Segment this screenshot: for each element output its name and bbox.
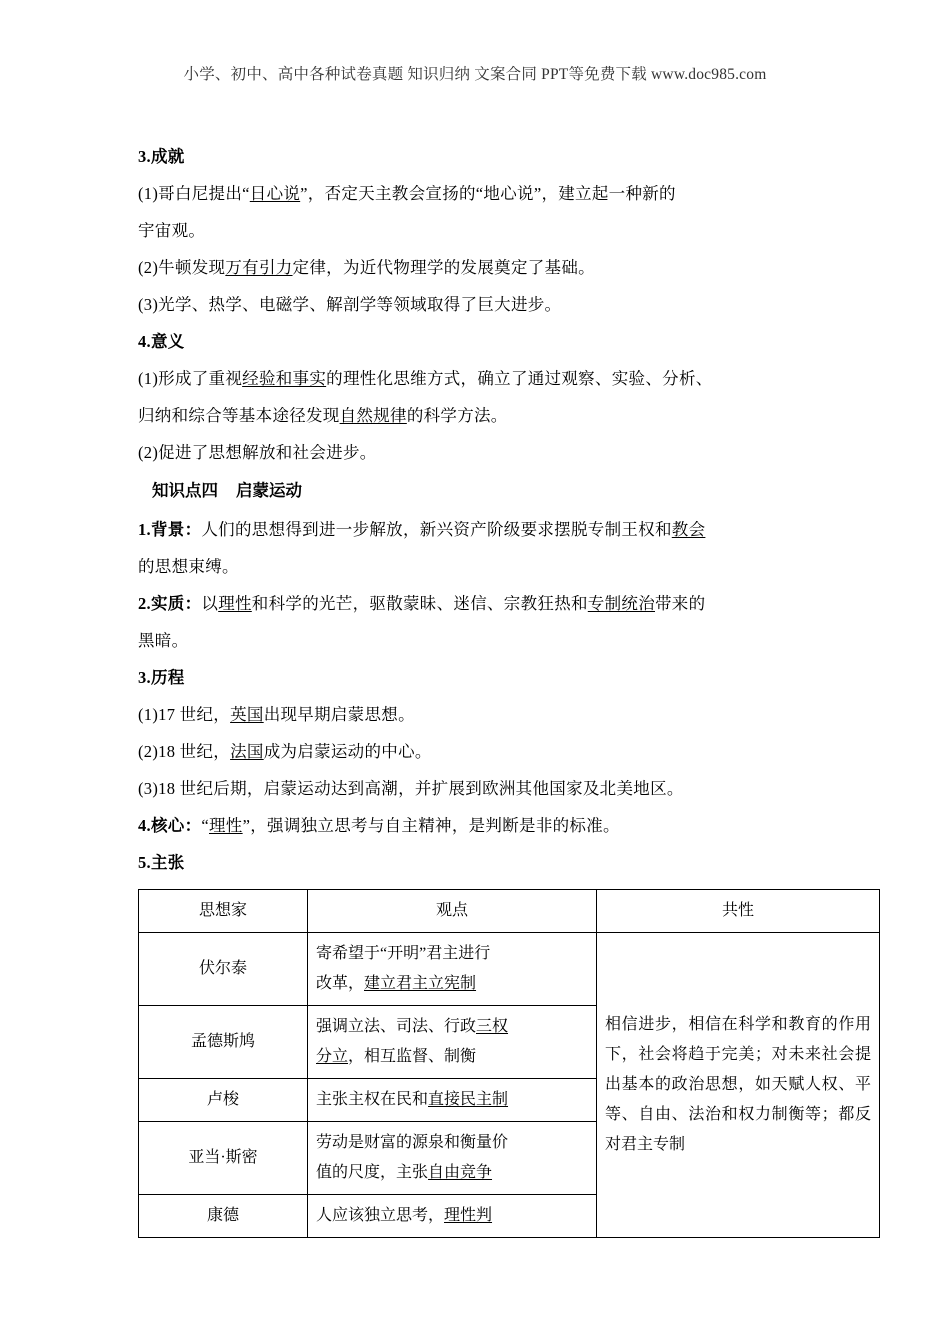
view-line bbox=[316, 1012, 588, 1042]
item-text: 形成了重视 bbox=[158, 369, 243, 388]
paragraph-background-cont: 的思想束缚。 bbox=[138, 557, 239, 576]
view-line bbox=[316, 1158, 588, 1188]
underlined-term: 直接民主制 bbox=[428, 1091, 509, 1108]
cell-view bbox=[308, 1079, 597, 1122]
paragraph-essence-cont: 黑暗。 bbox=[138, 631, 189, 650]
item-label: 2.实质： bbox=[138, 594, 202, 613]
underlined-term: 法国 bbox=[230, 742, 264, 761]
item-prefix: (1) bbox=[138, 184, 159, 203]
item-prefix: (1) bbox=[138, 369, 159, 388]
view-text-2: ，相互监督、制衡 bbox=[348, 1048, 477, 1065]
underlined-term-2: 专制统治 bbox=[587, 594, 655, 613]
item-text: “ bbox=[201, 816, 209, 835]
item-prefix: (3) bbox=[138, 295, 159, 314]
item-label: 4.核心： bbox=[138, 816, 202, 835]
underlined-term: 理性判 bbox=[444, 1207, 493, 1224]
paragraph-4-1 bbox=[138, 360, 828, 397]
item-text: 光学、热学、电磁学、解剖学等领域取得了巨大进步。 bbox=[158, 295, 562, 314]
cell-view bbox=[308, 1195, 597, 1238]
item-prefix: (2) bbox=[138, 258, 159, 277]
item-text: 牛顿发现 bbox=[158, 258, 226, 277]
underlined-term: 建立君主立宪制 bbox=[364, 975, 477, 992]
header-commonality: 共性 bbox=[597, 890, 880, 933]
cell-commonality: 相信进步，相信在科学和教育的作用下，社会将趋于完美；对未来社会提出基本的政治思想，如天赋人权、平等、自由、法治和权力制衡等；都反对君主专制 bbox=[597, 933, 880, 1238]
item-text: 17 世纪， bbox=[158, 705, 231, 724]
kp-title: 启蒙运动 bbox=[236, 481, 302, 500]
cell-view bbox=[308, 933, 597, 1006]
view-text: 值的尺度，主张 bbox=[316, 1164, 429, 1181]
paragraph-3-3 bbox=[138, 286, 828, 323]
paragraph-background bbox=[138, 511, 828, 548]
underlined-term-2: 分立 bbox=[316, 1048, 349, 1065]
underlined-term: 日心说 bbox=[249, 184, 301, 203]
document-content bbox=[138, 138, 871, 1238]
item-text-cont: 成为启蒙运动的中心。 bbox=[263, 742, 432, 761]
underlined-term: 三权 bbox=[476, 1018, 509, 1035]
heading-achievements: 3.成就 bbox=[138, 147, 185, 166]
knowledge-point-heading bbox=[138, 471, 828, 511]
view-text: 改革， bbox=[316, 975, 365, 992]
view-line bbox=[316, 1201, 588, 1231]
knowledge-point-label bbox=[152, 481, 218, 500]
propositions-table bbox=[138, 889, 880, 1238]
item-prefix: (1) bbox=[138, 705, 159, 724]
paragraph-core bbox=[138, 807, 828, 844]
underlined-term: 自然规律 bbox=[339, 406, 407, 425]
paragraph-3-1-cont: 宇宙观。 bbox=[138, 221, 206, 240]
item-text: 哥白尼提出“ bbox=[158, 184, 250, 203]
view-line bbox=[316, 969, 588, 999]
item-text: 归纳和综合等基本途径发现 bbox=[138, 406, 340, 425]
view-text: 强调立法、司法、行政 bbox=[316, 1018, 477, 1035]
heading-significance: 4.意义 bbox=[138, 332, 185, 351]
item-text-cont: 定律，为近代物理学的发展奠定了基础。 bbox=[292, 258, 595, 277]
paragraph-4-2 bbox=[138, 434, 828, 471]
item-text-2: 和科学的光芒，驱散蒙昧、迷信、宗教狂热和 bbox=[251, 594, 588, 613]
item-text-cont: 出现早期启蒙思想。 bbox=[263, 705, 415, 724]
view-text: 主张主权在民和 bbox=[316, 1091, 429, 1108]
item-text: 以 bbox=[201, 594, 219, 613]
underlined-term: 理性 bbox=[209, 816, 243, 835]
item-text: 促进了思想解放和社会进步。 bbox=[158, 443, 377, 462]
view-text: 人应该独立思考， bbox=[316, 1207, 445, 1224]
item-prefix: (2) bbox=[138, 443, 159, 462]
watermark-text: 小学、初中、高中各种试卷真题 知识归纳 文案合同 PPT等免费下载 www.doc985.com bbox=[183, 66, 767, 83]
paragraph-3-1 bbox=[138, 175, 828, 212]
view-line: 劳动是财富的源泉和衡量价 bbox=[316, 1134, 509, 1151]
cell-thinker: 亚当·斯密 bbox=[139, 1122, 308, 1195]
item-text: 人们的思想得到进一步解放，新兴资产阶级要求摆脱专制王权和 bbox=[201, 520, 672, 539]
paragraph-essence bbox=[138, 585, 828, 622]
item-text-cont: ”，强调独立思考与自主精神，是判断是非的标准。 bbox=[242, 816, 620, 835]
item-text-3: 带来的 bbox=[655, 594, 706, 613]
paragraph-4-1-cont bbox=[138, 397, 828, 434]
underlined-term: 经验和事实 bbox=[242, 369, 327, 388]
item-text-cont: 的科学方法。 bbox=[406, 406, 508, 425]
underlined-term: 万有引力 bbox=[225, 258, 293, 277]
cell-thinker: 卢梭 bbox=[139, 1079, 308, 1122]
header-thinker: 思想家 bbox=[139, 890, 308, 933]
item-text: 18 世纪后期，启蒙运动达到高潮，并扩展到欧洲其他国家及北美地区。 bbox=[158, 779, 684, 798]
item-prefix: (3) bbox=[138, 779, 159, 798]
item-label: 1.背景： bbox=[138, 520, 202, 539]
paragraph-process-1 bbox=[138, 696, 828, 733]
table-header-row bbox=[139, 890, 880, 933]
cell-view bbox=[308, 1006, 597, 1079]
cell-thinker: 孟德斯鸠 bbox=[139, 1006, 308, 1079]
item-text-cont: 的理性化思维方式，确立了通过观察、实验、分析、 bbox=[326, 369, 713, 388]
table-row bbox=[139, 933, 880, 1006]
paragraph-process-2 bbox=[138, 733, 828, 770]
item-text-cont: ”，否定天主教会宣扬的“地心说”，建立起一种新的 bbox=[300, 184, 676, 203]
cell-thinker: 康德 bbox=[139, 1195, 308, 1238]
header-view: 观点 bbox=[308, 890, 597, 933]
paragraph-3-2 bbox=[138, 249, 828, 286]
paragraph-process-3 bbox=[138, 770, 828, 807]
cell-view bbox=[308, 1122, 597, 1195]
underlined-term: 理性 bbox=[218, 594, 252, 613]
underlined-term: 自由竞争 bbox=[428, 1164, 493, 1181]
heading-propositions: 5.主张 bbox=[138, 853, 185, 872]
underlined-term: 教会 bbox=[671, 520, 706, 539]
item-prefix: (2) bbox=[138, 742, 159, 761]
cell-thinker: 伏尔泰 bbox=[139, 933, 308, 1006]
underlined-term: 英国 bbox=[230, 705, 264, 724]
heading-process: 3.历程 bbox=[138, 668, 185, 687]
kp-label: 知识点四 bbox=[152, 481, 218, 500]
view-line: 寄希望于“开明”君主进行 bbox=[316, 945, 491, 962]
item-text: 18 世纪， bbox=[158, 742, 231, 761]
view-line bbox=[316, 1085, 588, 1115]
view-line bbox=[316, 1042, 588, 1072]
